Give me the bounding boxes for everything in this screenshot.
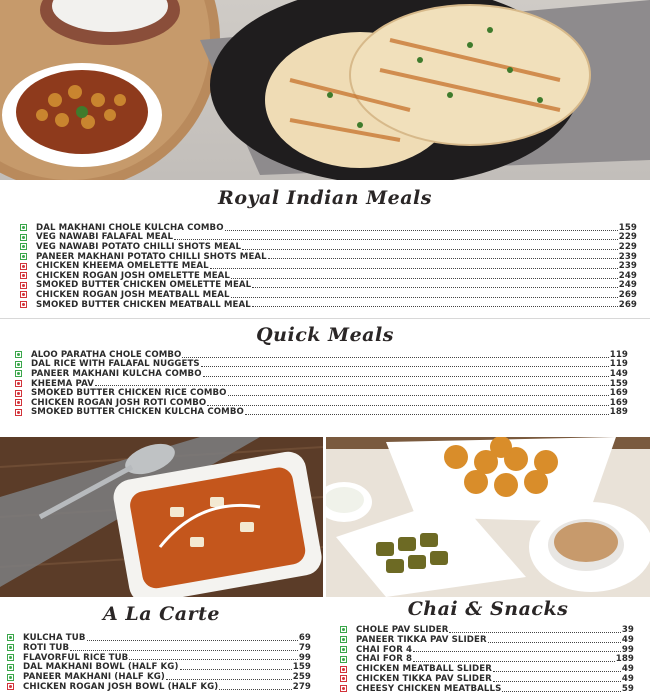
section-title-chai-snacks: Chai & Snacks xyxy=(407,598,569,620)
item-name: DAL RICE WITH FALAFAL NUGGETS xyxy=(31,359,200,370)
item-name: SMOKED BUTTER CHICKEN OMELETTE MEAL xyxy=(36,280,252,291)
non-veg-icon xyxy=(20,272,27,279)
non-veg-icon xyxy=(20,282,27,289)
item-price: 159 xyxy=(292,662,311,673)
item-price: 169 xyxy=(609,397,628,408)
menu-item xyxy=(7,653,311,663)
dotted-leader xyxy=(245,414,609,415)
item-name: CHICKEN ROGAN JOSH MEATBALL MEAL xyxy=(36,289,230,300)
item-name: KHEEMA PAV xyxy=(31,378,95,389)
dotted-leader xyxy=(252,306,618,307)
dotted-leader xyxy=(268,258,618,259)
veg-icon xyxy=(15,370,22,377)
item-price: 249 xyxy=(618,270,637,281)
item-name: PANEER MAKHANI KULCHA COMBO xyxy=(31,368,202,379)
item-price: 59 xyxy=(621,683,634,694)
item-name: CHAI FOR 4 xyxy=(356,644,413,655)
menu-item xyxy=(7,643,311,653)
menu-item xyxy=(340,664,634,674)
item-price: 159 xyxy=(609,378,628,389)
menu-item xyxy=(340,625,634,635)
item-price: 269 xyxy=(618,299,637,310)
section-title-a-la-carte: A La Carte xyxy=(103,603,220,625)
menu-item xyxy=(15,379,628,389)
item-price: 229 xyxy=(618,241,637,252)
item-price: 169 xyxy=(609,388,628,399)
dotted-leader xyxy=(203,376,609,377)
menu-item xyxy=(15,350,628,360)
item-price: 49 xyxy=(621,673,634,684)
dotted-leader xyxy=(174,239,618,240)
chai-snacks-photo xyxy=(326,437,650,597)
item-price: 99 xyxy=(621,644,634,655)
menu-item xyxy=(7,682,311,692)
non-veg-icon xyxy=(7,683,14,690)
veg-icon xyxy=(20,234,27,241)
item-price: 259 xyxy=(292,672,311,683)
dotted-leader xyxy=(413,651,621,652)
item-price: 79 xyxy=(298,642,311,653)
dotted-leader xyxy=(502,691,620,692)
veg-icon xyxy=(7,634,14,641)
royal-indian-meals-list xyxy=(20,223,637,309)
item-name: CHAI FOR 8 xyxy=(356,654,413,665)
dotted-leader xyxy=(95,385,609,386)
menu-item xyxy=(20,261,637,271)
dotted-leader xyxy=(449,632,620,633)
dotted-leader xyxy=(231,278,618,279)
menu-item xyxy=(20,281,637,291)
item-name: ROTI TUB xyxy=(23,642,70,653)
item-price: 39 xyxy=(621,624,634,635)
dotted-leader xyxy=(166,679,292,680)
menu-item xyxy=(20,252,637,262)
item-name: VEG NAWABI FALAFAL MEAL xyxy=(36,232,174,243)
item-price: 239 xyxy=(618,261,637,272)
veg-icon xyxy=(20,243,27,250)
veg-icon xyxy=(340,626,347,633)
section-title-royal-indian-meals: Royal Indian Meals xyxy=(218,187,432,209)
menu-item xyxy=(20,242,637,252)
item-price: 279 xyxy=(292,681,311,692)
menu-item xyxy=(340,674,634,684)
item-name: CHICKEN ROGAN JOSH BOWL (HALF KG) xyxy=(23,681,219,692)
menu-item xyxy=(15,388,628,398)
dotted-leader xyxy=(228,395,609,396)
item-price: 269 xyxy=(618,289,637,300)
non-veg-icon xyxy=(20,263,27,270)
item-price: 189 xyxy=(609,407,628,418)
a-la-carte-list xyxy=(7,633,311,692)
item-price: 119 xyxy=(609,359,628,370)
item-name: DAL MAKHANI BOWL (HALF KG) xyxy=(23,662,179,673)
item-name: PANEER MAKHANI POTATO CHILLI SHOTS MEAL xyxy=(36,251,267,262)
menu-item xyxy=(340,635,634,645)
non-veg-icon xyxy=(15,380,22,387)
menu-item xyxy=(20,233,637,243)
non-veg-icon xyxy=(15,409,22,416)
non-veg-icon xyxy=(340,675,347,682)
dotted-leader xyxy=(210,268,618,269)
item-price: 229 xyxy=(618,232,637,243)
menu-item xyxy=(7,672,311,682)
menu-item xyxy=(15,369,628,379)
dotted-leader xyxy=(87,640,298,641)
dotted-leader xyxy=(219,689,291,690)
dotted-leader xyxy=(182,357,608,358)
veg-icon xyxy=(7,674,14,681)
non-veg-icon xyxy=(15,399,22,406)
veg-icon xyxy=(7,644,14,651)
item-name: SMOKED BUTTER CHICKEN MEATBALL MEAL xyxy=(36,299,251,310)
menu-item xyxy=(20,271,637,281)
veg-icon xyxy=(340,656,347,663)
veg-icon xyxy=(340,636,347,643)
dotted-leader xyxy=(231,297,618,298)
dotted-leader xyxy=(252,287,617,288)
dotted-leader xyxy=(180,669,292,670)
menu-item xyxy=(20,290,637,300)
dotted-leader xyxy=(207,405,608,406)
menu-item xyxy=(15,398,628,408)
veg-icon xyxy=(15,361,22,368)
item-price: 49 xyxy=(621,664,634,675)
item-price: 49 xyxy=(621,634,634,645)
item-name: VEG NAWABI POTATO CHILLI SHOTS MEAL xyxy=(36,241,242,252)
dotted-leader xyxy=(413,661,615,662)
item-name: KULCHA TUB xyxy=(23,632,86,643)
veg-icon xyxy=(15,351,22,358)
dotted-leader xyxy=(225,230,618,231)
menu-item xyxy=(15,408,628,418)
menu-item xyxy=(20,223,637,233)
column-divider xyxy=(323,437,326,700)
item-name: PANEER TIKKA PAV SLIDER xyxy=(356,634,487,645)
menu-item xyxy=(20,300,637,310)
item-name: CHICKEN MEATBALL SLIDER xyxy=(356,664,492,675)
veg-icon xyxy=(7,664,14,671)
item-price: 149 xyxy=(609,368,628,379)
item-name: SMOKED BUTTER CHICKEN KULCHA COMBO xyxy=(31,407,244,418)
dotted-leader xyxy=(242,249,618,250)
item-price: 69 xyxy=(298,632,311,643)
item-name: DAL MAKHANI CHOLE KULCHA COMBO xyxy=(36,222,224,233)
item-name: CHOLE PAV SLIDER xyxy=(356,624,449,635)
menu-item xyxy=(7,633,311,643)
dotted-leader xyxy=(493,671,621,672)
item-price: 189 xyxy=(615,654,634,665)
menu-item xyxy=(15,360,628,370)
dotted-leader xyxy=(488,642,621,643)
item-name: CHICKEN ROGAN JOSH OMELETTE MEAL xyxy=(36,270,231,281)
non-veg-icon xyxy=(15,390,22,397)
menu-item xyxy=(340,654,634,664)
item-name: SMOKED BUTTER CHICKEN RICE COMBO xyxy=(31,388,227,399)
item-name: ALOO PARATHA CHOLE COMBO xyxy=(31,349,182,360)
hero-food-photo xyxy=(0,0,650,180)
non-veg-icon xyxy=(340,685,347,692)
dotted-leader xyxy=(201,366,609,367)
item-price: 159 xyxy=(618,222,637,233)
dotted-leader xyxy=(70,650,298,651)
non-veg-icon xyxy=(20,291,27,298)
dotted-leader xyxy=(493,681,621,682)
veg-icon xyxy=(20,224,27,231)
veg-icon xyxy=(20,253,27,260)
item-name: CHICKEN KHEEMA OMELETTE MEAL xyxy=(36,261,209,272)
non-veg-icon xyxy=(340,666,347,673)
section-title-quick-meals: Quick Meals xyxy=(256,324,394,346)
item-name: FLAVORFUL RICE TUB xyxy=(23,652,129,663)
dotted-leader xyxy=(129,659,298,660)
paneer-makhani-photo xyxy=(0,437,323,597)
menu-item xyxy=(340,684,634,694)
non-veg-icon xyxy=(20,301,27,308)
item-price: 99 xyxy=(298,652,311,663)
chai-snacks-list xyxy=(340,625,634,694)
item-price: 249 xyxy=(618,280,637,291)
item-price: 119 xyxy=(609,349,628,360)
veg-icon xyxy=(7,654,14,661)
veg-icon xyxy=(340,646,347,653)
item-name: PANEER MAKHANI (HALF KG) xyxy=(23,672,165,683)
hero-photo-illustration xyxy=(0,0,650,180)
item-price: 239 xyxy=(618,251,637,262)
quick-meals-list xyxy=(15,350,628,417)
section-divider xyxy=(0,318,650,319)
item-name: CHICKEN TIKKA PAV SLIDER xyxy=(356,673,492,684)
menu-item xyxy=(340,645,634,655)
item-name: CHEESY CHICKEN MEATBALLS xyxy=(356,683,502,694)
item-name: CHICKEN ROGAN JOSH ROTI COMBO xyxy=(31,397,207,408)
menu-item xyxy=(7,662,311,672)
